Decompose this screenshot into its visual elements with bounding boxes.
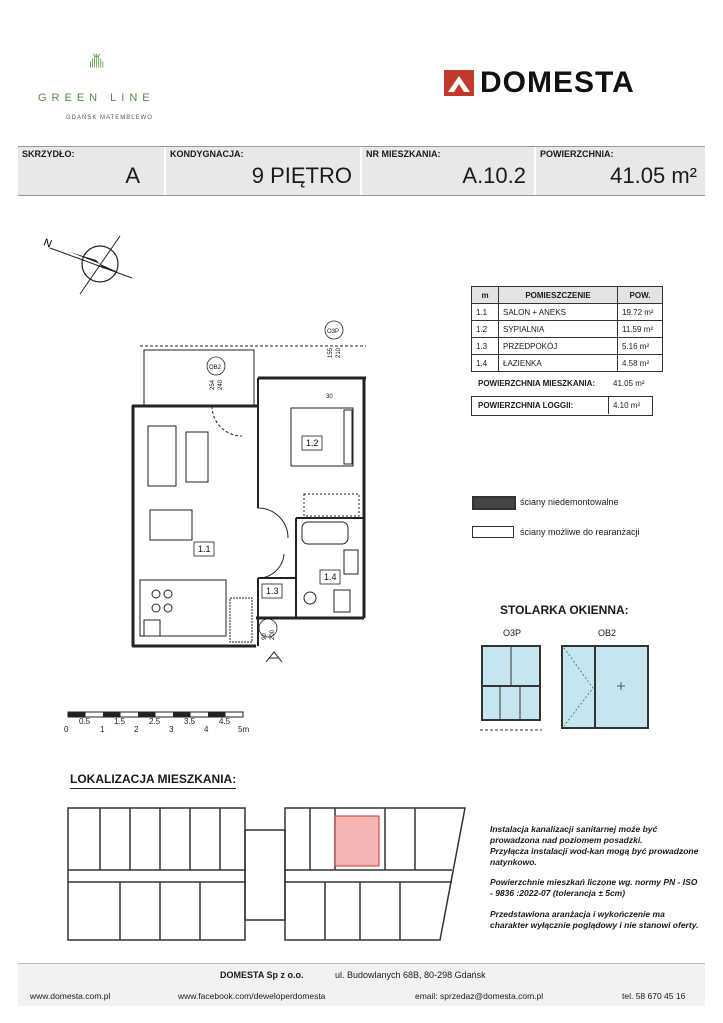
room-no: 1.3 [472,338,499,355]
scale-tick: 5m [238,725,250,734]
svg-text:N: N [41,236,54,251]
dim-30: 30 [326,394,333,400]
loggia [144,350,254,405]
apartment-value: A.10.2 [462,163,526,188]
legend-swatch-solid [472,496,516,510]
room-name: SYPIALNIA [499,321,618,338]
brand-subtitle: GDAŃSK MATEMBLEWO [66,115,153,121]
wing-cell [18,147,166,195]
apartment-label: NR MIESZKANIA: [366,149,441,159]
note-sewage: Instalacja kanalizacji sanitarnej może być prowadzona nad poziomem posadzki. [490,824,658,845]
dim-254: 254 [210,379,216,390]
wing-value: A [125,163,140,188]
room-name: SALON + ANEKS [499,304,618,321]
room-no: 1.1 [472,304,499,321]
compass-icon [40,232,140,302]
scale-tick: 4 [204,725,209,734]
scale-tick: 0 [64,725,69,734]
dim-155: 155 [328,347,334,358]
scale-tick: 3.5 [184,717,196,726]
footer-address: ul. Budowlanych 68B, 80-298 Gdańsk [335,970,486,980]
footer-phone: tel. 58 670 45 16 [622,991,686,1001]
area-cell [536,147,705,195]
room-table [471,286,663,372]
windows-title: STOLARKA OKIENNA: [500,603,629,617]
table-row [472,321,663,338]
note-disclaimer: Przedstawiona aranżacja i wykończenie ma charakter wyłącznie poglądowy i nie stanowi oferty. [490,909,699,930]
table-row [472,338,663,355]
loggia-area-value: 4.10 m² [613,401,641,410]
dim-240: 240 [218,379,224,390]
scale-tick: 3 [169,725,174,734]
dim-210: 210 [336,347,342,358]
scale-tick: 2.5 [149,717,161,726]
footer-email-link[interactable]: email: sprzedaz@domesta.com.pl [415,991,544,1001]
room-name: ŁAZIENKA [499,355,618,372]
apartment-cell [362,147,536,195]
loggia-area-label: POWIERZCHNIA LOGGII: [478,401,574,410]
room-area: 4.58 m² [618,355,663,372]
legend-load-bearing: ściany niedemontowalne [520,497,619,507]
room-no: 1.4 [472,355,499,372]
footer-company: DOMESTA Sp z o.o. [220,970,304,980]
scale-tick: 4.5 [219,717,231,726]
domesta-logo [444,66,635,100]
note-area-norm: Powierzchnie mieszkań liczone wg. normy PN - ISO - 9836 :2022-07 (tolerancja ± 5cm) [490,877,698,898]
window-tag-o3p: O3P [327,329,340,335]
floor-label: KONDYGNACJA: [170,149,244,159]
room-area: 5.16 m² [618,338,663,355]
apartment-highlight [335,816,379,866]
note-plumbing: Przyłącza instalacji wod-kan mogą być prowadzone natynkowo. [490,846,699,867]
total-area-label: POWIERZCHNIA MIESZKANIA: [478,379,596,388]
room-label-1-3: 1.3 [266,586,279,596]
legend-movable: ściany możliwe do rearanżacji [520,527,640,537]
dim-90: 90 [262,633,268,640]
info-bar [18,146,705,196]
window-label-ob2: OB2 [598,628,617,638]
area-label: POWIERZCHNIA: [540,149,614,159]
legend-swatch-outline [472,526,514,538]
brand-name: GREEN LINE [38,92,155,104]
table-row [472,304,663,321]
room-label-1-2: 1.2 [306,438,319,448]
room-area: 19.72 m² [618,304,663,321]
floor-value: 9 PIĘTRO [251,163,352,188]
building-floor-plan [60,800,470,950]
room-no: 1.2 [472,321,499,338]
scale-tick: 2 [134,725,139,734]
window-drawings [480,644,650,736]
scale-tick: 1 [100,725,105,734]
floor-plan [126,318,386,668]
col-area: POW. [618,287,663,304]
wing-label: SKRZYDŁO: [22,149,75,159]
scale-tick: 1.5 [114,717,126,726]
location-underline [70,788,236,789]
green-line-logo [88,38,138,84]
window-label-o3p: O3P [503,628,522,638]
footer-facebook-link[interactable]: www.facebook.com/deweloperdomesta [178,991,326,1001]
room-area: 11.59 m² [618,321,663,338]
room-label-1-1: 1.1 [198,544,211,554]
room-label-1-4: 1.4 [324,572,337,582]
area-value: 41.05 m² [610,163,697,188]
footer-website-link[interactable]: www.domesta.com.pl [30,991,111,1001]
location-title: LOKALIZACJA MIESZKANIA: [70,772,237,786]
dim-200: 200 [270,629,276,640]
window-tag-ob2: OB2 [209,365,222,371]
scale-tick: 0.5 [79,717,91,726]
col-no: m [472,287,499,304]
divider [608,396,609,414]
floor-cell [166,147,362,195]
room-name: PRZEDPOKÓJ [499,338,618,355]
developer-name: DOMESTA [480,66,635,99]
total-area-value: 41.05 m² [613,379,645,388]
table-row [472,355,663,372]
domesta-mark-icon [444,70,474,96]
col-room: POMIESZCZENIE [499,287,618,304]
